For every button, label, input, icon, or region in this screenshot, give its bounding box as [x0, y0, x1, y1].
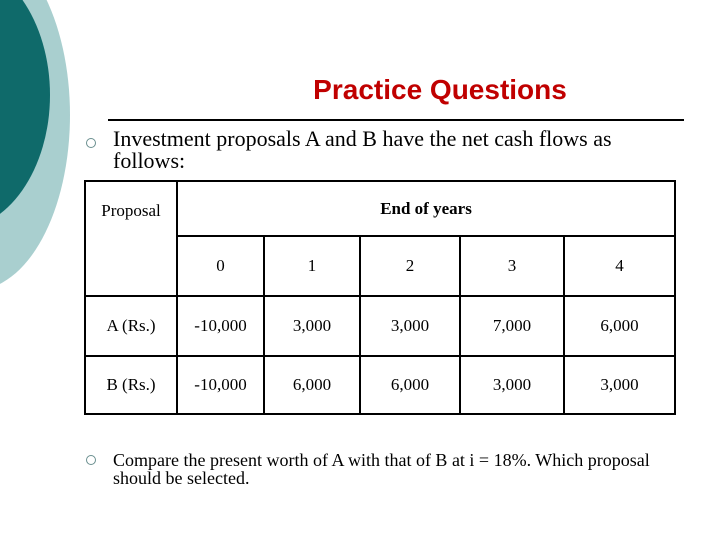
table-cell: 6,000 — [264, 356, 360, 414]
proposal-header: Proposal — [101, 201, 161, 220]
title-underline — [108, 119, 684, 121]
circle-bullet-icon — [86, 455, 96, 465]
table-row-a — [85, 296, 675, 356]
table-cell: 7,000 — [460, 296, 564, 356]
year-cell: 4 — [564, 236, 675, 296]
year-cell: 0 — [177, 236, 264, 296]
slide-title: Practice Questions — [313, 74, 567, 105]
table-header-row — [85, 181, 675, 236]
table-cell: 3,000 — [460, 356, 564, 414]
cash-flow-table — [84, 180, 676, 415]
table-row-b — [85, 356, 675, 414]
bullet-text-intro: Investment proposals A and B have the net cash flows as follows: — [113, 126, 612, 173]
circle-bullet-icon — [86, 138, 96, 148]
decorative-circle-light — [0, 0, 70, 290]
table-cell: 6,000 — [360, 356, 460, 414]
year-cell: 1 — [264, 236, 360, 296]
table-cell: 6,000 — [564, 296, 675, 356]
table-cell: -10,000 — [177, 296, 264, 356]
table-cell: 3,000 — [360, 296, 460, 356]
end-of-years-header: End of years — [177, 181, 675, 236]
year-cell: 2 — [360, 236, 460, 296]
table-cell: 3,000 — [564, 356, 675, 414]
decorative-circle-dark — [0, 0, 50, 230]
proposal-header-cell — [85, 181, 177, 296]
table-cell: 3,000 — [264, 296, 360, 356]
year-cell: 3 — [460, 236, 564, 296]
table-cell: -10,000 — [177, 356, 264, 414]
row-label: B (Rs.) — [85, 356, 177, 414]
bullet-text-question: Compare the present worth of A with that of B at i = 18%. Which proposal should be selected. — [113, 450, 650, 488]
row-label: A (Rs.) — [85, 296, 177, 356]
